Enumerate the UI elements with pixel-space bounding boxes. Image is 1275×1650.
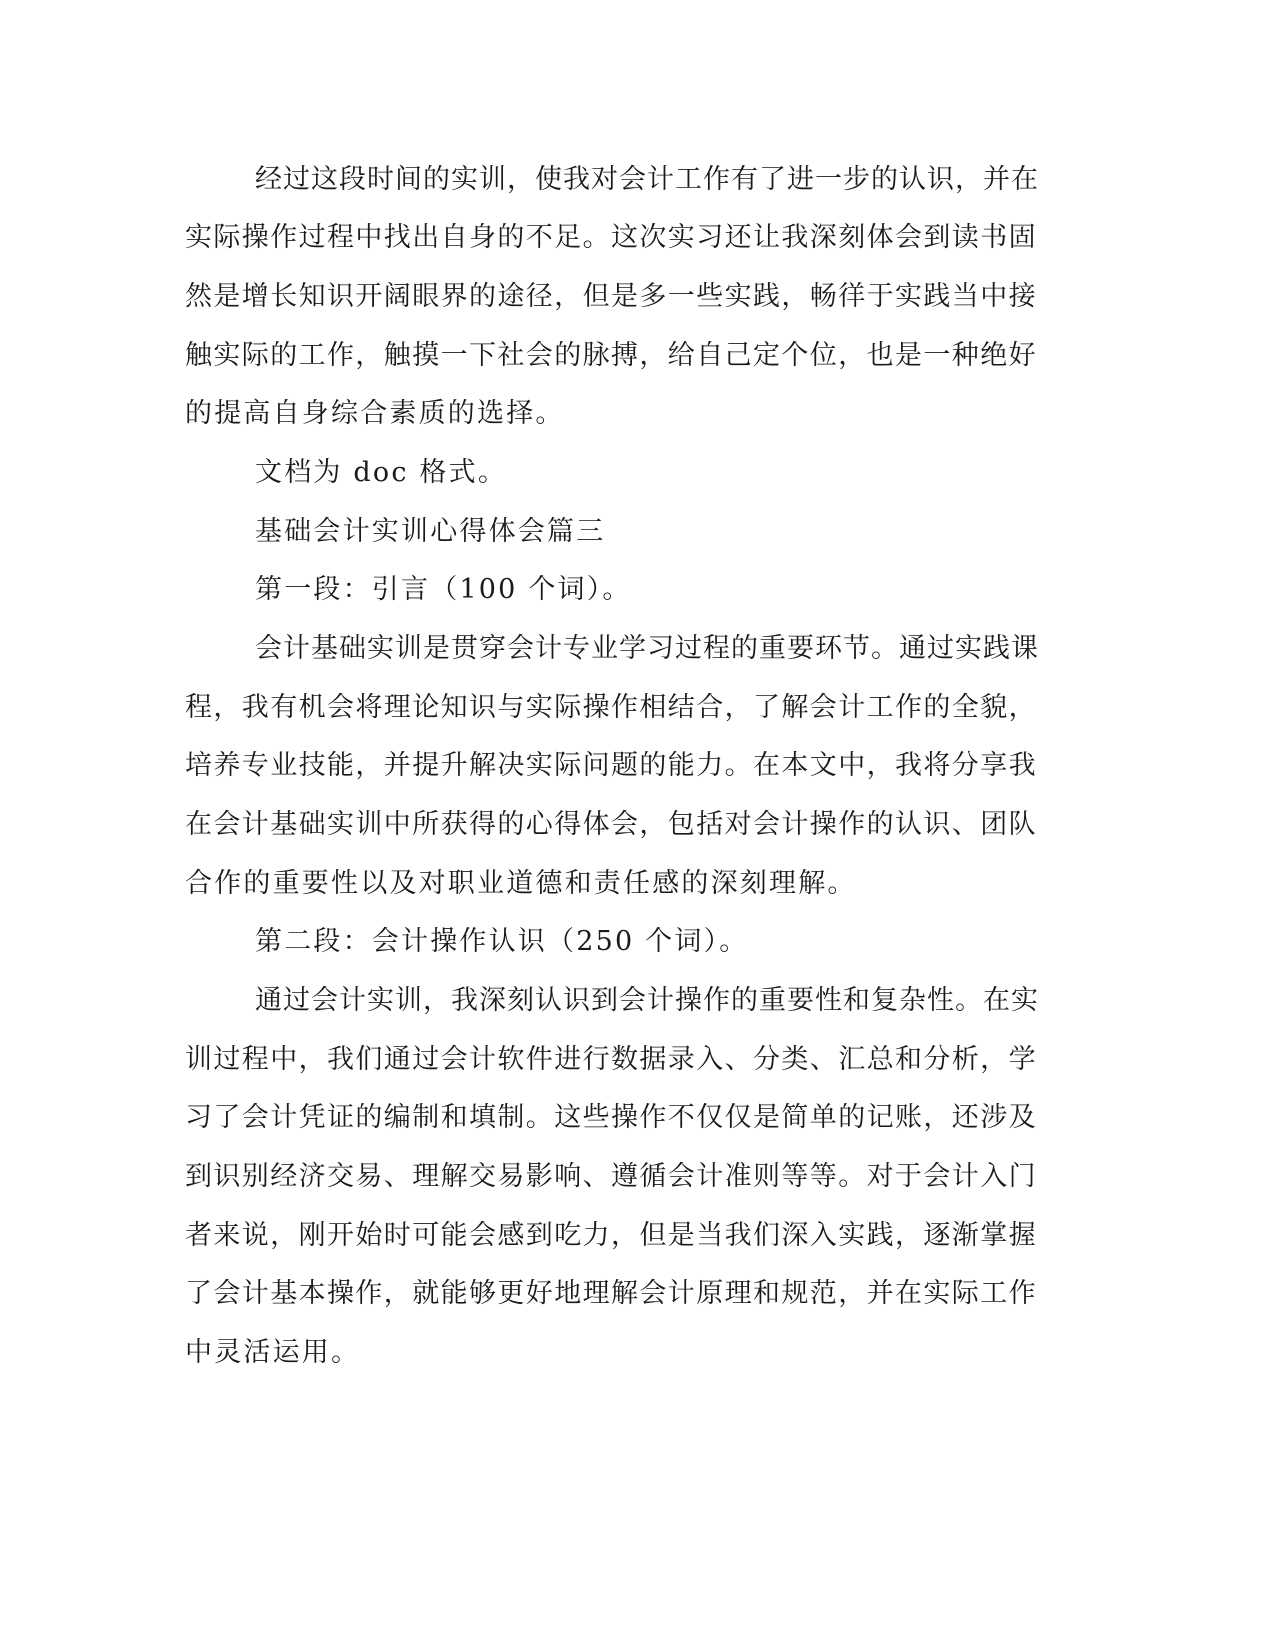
- text-line: 习了会计凭证的编制和填制。这些操作不仅仅是简单的记账，还涉及: [185, 1102, 1037, 1133]
- section-subheading: 第一段：引言（100 个词）。: [255, 574, 632, 605]
- section-subheading: 第二段：会计操作认识（250 个词）。: [255, 926, 749, 957]
- text-line: 经过这段时间的实训，使我对会计工作有了进一步的认识，并在: [255, 164, 1039, 195]
- text-line: 的提高自身综合素质的选择。: [185, 398, 565, 429]
- text-line: 了会计基本操作，就能够更好地理解会计原理和规范，并在实际工作: [185, 1278, 1037, 1309]
- section-heading: 基础会计实训心得体会篇三: [255, 516, 606, 547]
- text-line: 会计基础实训是贯穿会计专业学习过程的重要环节。通过实践课: [255, 633, 1039, 664]
- text-line: 中灵活运用。: [185, 1337, 361, 1368]
- text-line: 通过会计实训，我深刻认识到会计操作的重要性和复杂性。在实: [255, 985, 1039, 1016]
- text-line: 文档为 doc 格式。: [255, 457, 508, 488]
- text-line: 实际操作过程中找出自身的不足。这次实习还让我深刻体会到读书固: [185, 222, 1037, 253]
- text-line: 者来说，刚开始时可能会感到吃力，但是当我们深入实践，逐渐掌握: [185, 1220, 1037, 1251]
- text-line: 程，我有机会将理论知识与实际操作相结合，了解会计工作的全貌，: [185, 692, 1037, 723]
- text-line: 培养专业技能，并提升解决实际问题的能力。在本文中，我将分享我: [185, 750, 1037, 781]
- text-line: 合作的重要性以及对职业道德和责任感的深刻理解。: [185, 868, 857, 899]
- text-line: 触实际的工作，触摸一下社会的脉搏，给自己定个位，也是一种绝好: [185, 340, 1037, 371]
- text-line: 在会计基础实训中所获得的心得体会，包括对会计操作的认识、团队: [185, 809, 1037, 840]
- text-line: 然是增长知识开阔眼界的途径，但是多一些实践，畅徉于实践当中接: [185, 281, 1037, 312]
- text-line: 到识别经济交易、理解交易影响、遵循会计准则等等。对于会计入门: [185, 1161, 1037, 1192]
- text-line: 训过程中，我们通过会计软件进行数据录入、分类、汇总和分析，学: [185, 1044, 1037, 1075]
